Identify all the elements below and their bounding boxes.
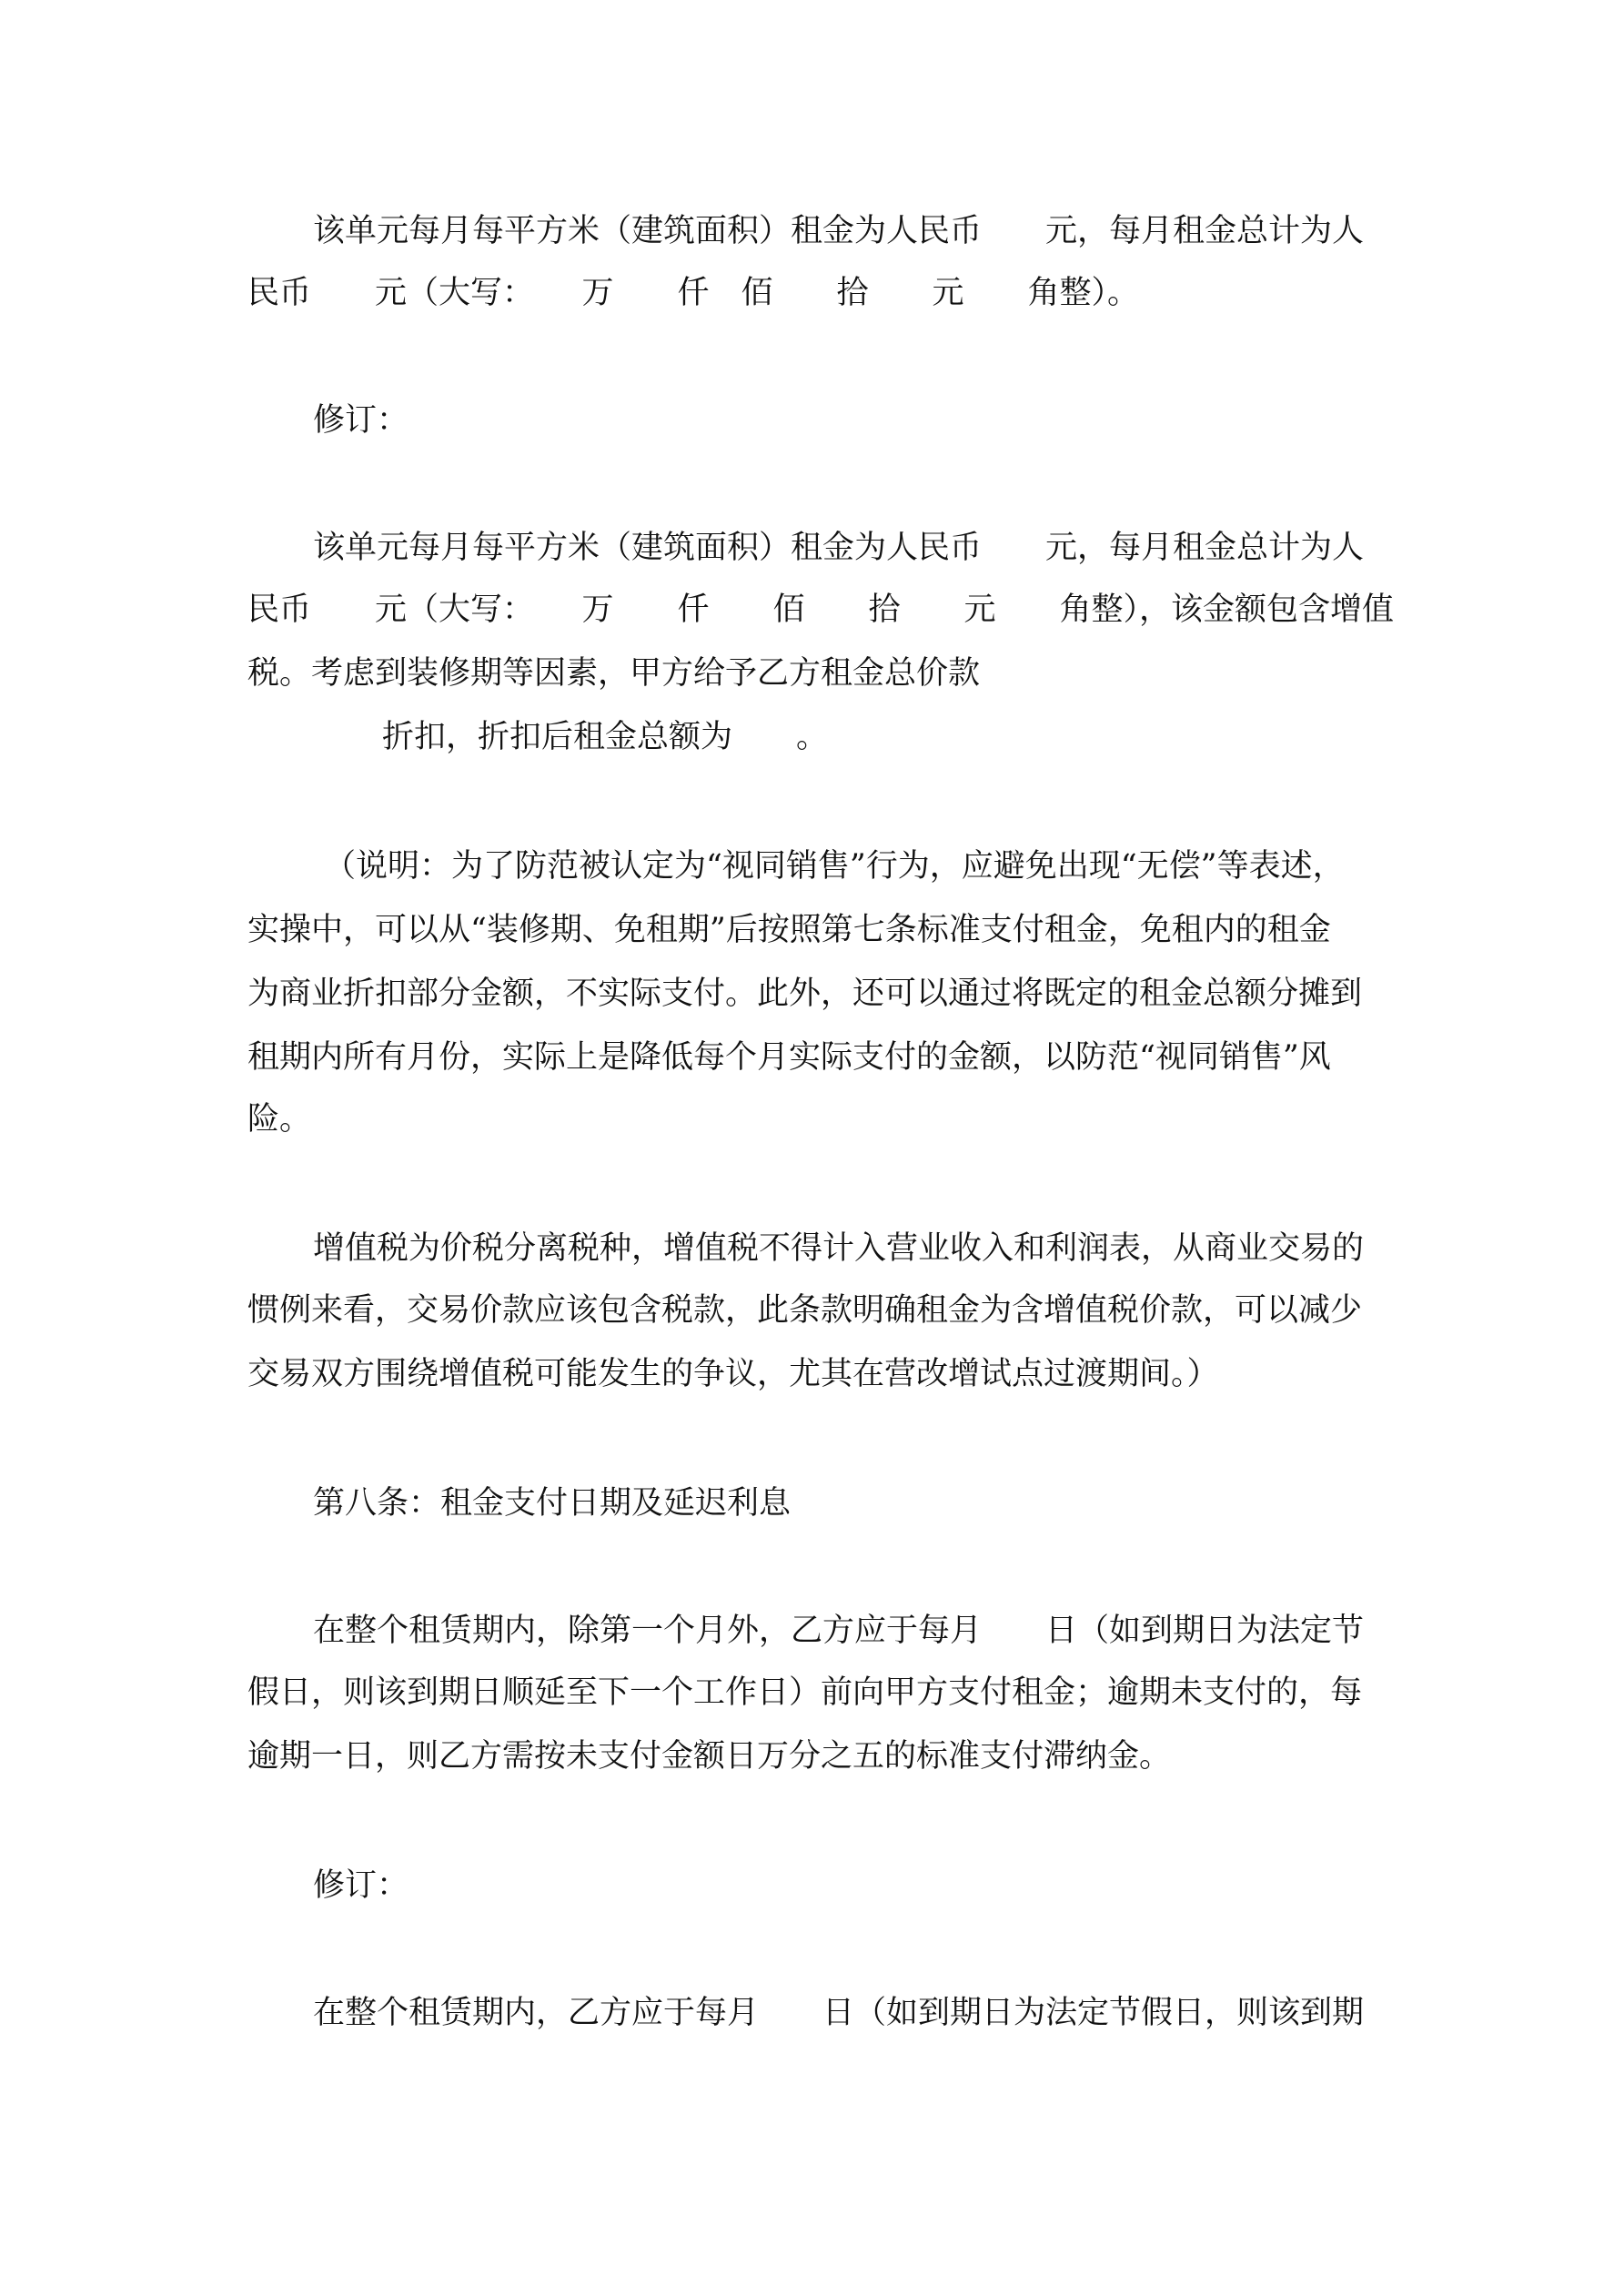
vat-paragraph-line1: 增值税为价税分离税种，增值税不得计入营业收入和利润表，从商业交易的 (313, 1230, 1365, 1267)
payment-paragraph-line2: 假日，则该到期日顺延至下一个工作日）前向甲方支付租金；逾期未支付的，每 (247, 1674, 1363, 1711)
paragraph-revised-rent-line3: 税。考虑到装修期等因素，甲方给予乙方租金总价款 (247, 655, 981, 692)
paragraph-revised-rent-line4: 折扣，折扣后租金总额为 。 (382, 719, 829, 755)
vat-paragraph-line2: 惯例来看，交易价款应该包含税款，此条款明确租金为含增值税价款，可以减少 (247, 1292, 1363, 1329)
revised-payment-line1: 在整个租赁期内，乙方应于每月 日（如到期日为法定节假日，则该到期 (313, 1995, 1365, 2031)
article-heading: 第八条：租金支付日期及延迟利息 (313, 1485, 792, 1522)
note-paragraph-line2: 实操中，可以从“装修期、免租期”后按照第七条标准支付租金，免租内的租金 (247, 912, 1331, 948)
revision-label-1: 修订： (313, 402, 409, 439)
note-paragraph-line4: 租期内所有月份，实际上是降低每个月实际支付的金额，以防范“视同销售”风 (247, 1039, 1331, 1076)
paragraph-rent-line1: 该单元每月每平方米（建筑面积）租金为人民币 元，每月租金总计为人 (313, 213, 1365, 249)
paragraph-revised-rent-line2: 民币 元（大写： 万 仟 佰 拾 元 角整），该金额包含增值 (247, 592, 1395, 628)
paragraph-rent-line2: 民币 元（大写： 万 仟 佰 拾 元 角整）。 (247, 275, 1140, 311)
payment-paragraph-line3: 逾期一日，则乙方需按未支付金额日万分之五的标准支付滞纳金。 (247, 1738, 1172, 1775)
note-paragraph-line5: 险。 (247, 1101, 312, 1138)
vat-paragraph-line3: 交易双方围绕增值税可能发生的争议，尤其在营改增试点过渡期间。） (247, 1356, 1219, 1392)
revision-label-2: 修订： (313, 1867, 409, 1904)
paragraph-revised-rent-line1: 该单元每月每平方米（建筑面积）租金为人民币 元，每月租金总计为人 (313, 530, 1365, 566)
payment-paragraph-line1: 在整个租赁期内，除第一个月外，乙方应于每月 日（如到期日为法定节 (313, 1613, 1365, 1649)
note-paragraph-line1: （说明：为了防范被认定为“视同销售”行为，应避免出现“无偿”等表述， (324, 848, 1345, 885)
note-paragraph-line3: 为商业折扣部分金额，不实际支付。此外，还可以通过将既定的租金总额分摊到 (247, 976, 1363, 1012)
